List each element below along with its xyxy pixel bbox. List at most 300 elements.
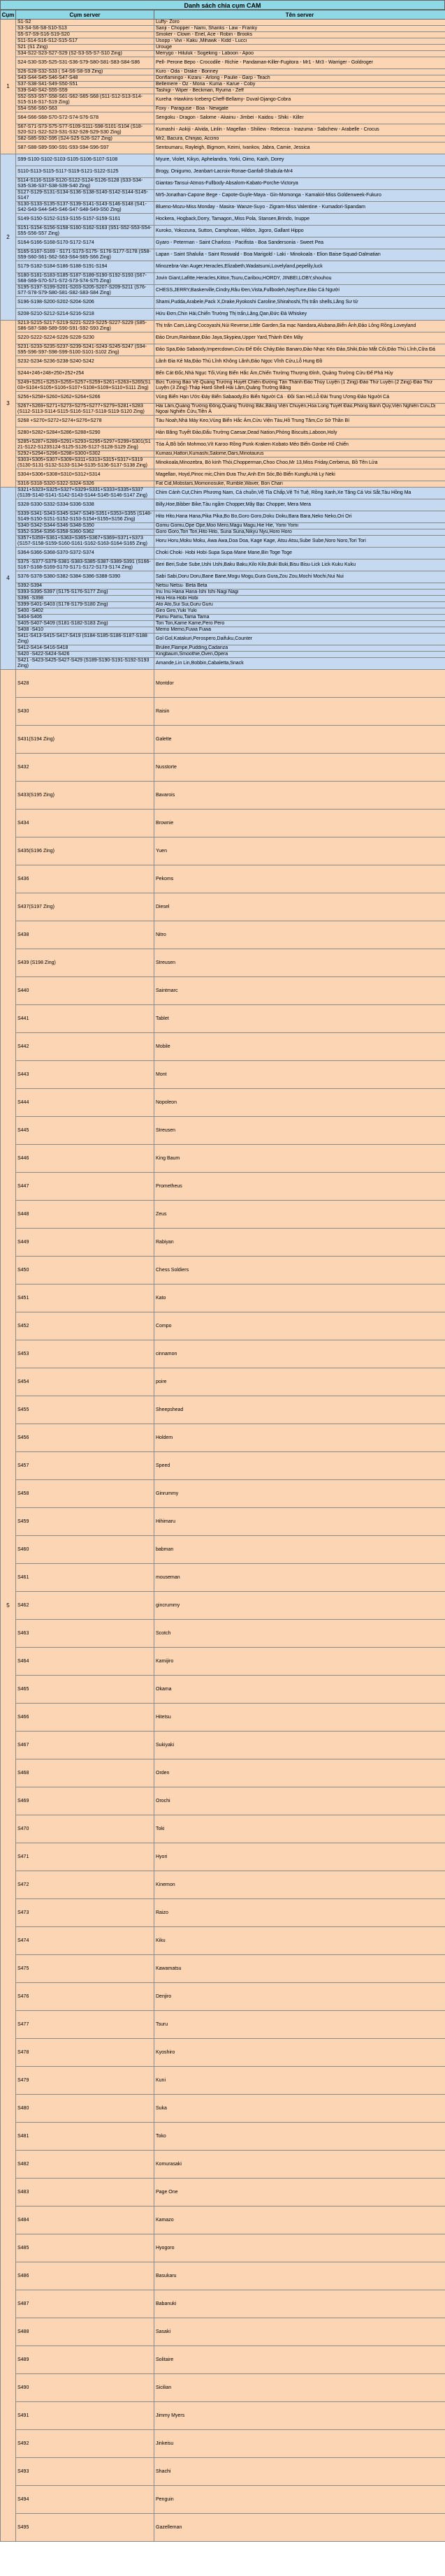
server-name-cell: Lapan - Saint Shalulia - Saint Roswald - Boa Marigold - Laki - Minokoala - Elion Baise-Squad-Dalmatian	[154, 249, 445, 261]
cluster-table	[0, 10, 445, 2542]
server-group-cell: S396 -S398	[16, 596, 154, 602]
server-group-cell: S489	[16, 2346, 154, 2374]
server-name-cell: Raisin	[154, 698, 445, 726]
table-row	[1, 1340, 445, 1368]
server-group-cell: S463	[16, 1620, 154, 1648]
table-row	[1, 571, 445, 583]
server-group-cell: S444	[16, 1089, 154, 1117]
server-group-cell: S292+S294+S296+S298+S300+S302	[16, 451, 154, 458]
server-group-cell: S480	[16, 2095, 154, 2123]
table-row	[1, 1704, 445, 1732]
server-group-cell: S352-S354-S356-S358-S360-S362	[16, 529, 154, 536]
table-row	[1, 249, 445, 261]
table-row	[1, 1480, 445, 1508]
server-group-cell: S458	[16, 1480, 154, 1508]
table-row	[1, 1648, 445, 1676]
server-name-cell: Ton Ton,Kame Kame,Pero Pero	[154, 621, 445, 627]
server-name-cell: Choki Choki· Hobi Hobi·Supa Supa·Mane Mane,Bin Toge Toge	[154, 548, 445, 559]
server-name-cell: Tsuru	[154, 2011, 445, 2039]
server-name-cell: Bellemere - Oz - Moria - Kuma - Karue - Coby	[154, 82, 445, 88]
table-row	[1, 439, 445, 451]
server-group-cell: S493	[16, 2458, 154, 2486]
server-group-cell: S438	[16, 921, 154, 949]
table-row	[1, 590, 445, 596]
server-group-cell: S404-S406	[16, 615, 154, 621]
server-name-cell: Scotch	[154, 1620, 445, 1648]
table-row	[1, 2346, 445, 2374]
table-row	[1, 1676, 445, 1704]
server-name-cell: Jovin Giant,Lafitte,Heracles,Kitton,Tsuru,Caribou,HORDY, JINBEI,LOBY,shouhou	[154, 273, 445, 285]
table-row	[1, 1871, 445, 1899]
server-name-cell: Kamazo	[154, 2207, 445, 2234]
table-row	[1, 427, 445, 439]
server-name-cell: Foxy - Paraguse - Boa - Newgate	[154, 106, 445, 112]
table-row	[1, 178, 445, 190]
server-group-cell: S478	[16, 2039, 154, 2067]
server-group-cell: S321+S323+S325+S327+S329+S331+S333+S335+S337 (S139-S140-S141-S142-S143-S144-S145-S146-S147 Zing)	[16, 488, 154, 499]
server-group-cell: S452	[16, 1312, 154, 1340]
server-name-cell: Đảo Drum,Rainbase,Đảo Jaya,Skypiea,Upper Yard,Thành Đèn Mây	[154, 332, 445, 344]
server-name-cell: Babanuki	[154, 2290, 445, 2318]
server-group-cell: S434	[16, 810, 154, 837]
table-row	[1, 559, 445, 571]
table-row	[1, 621, 445, 627]
table-row	[1, 154, 445, 166]
server-name-cell: Giantas-Tansui-Atmos-Fullbody-Absalom-Kabato-Porche-Victorya	[154, 178, 445, 190]
server-name-cell: Ato Ato,Sui Sui,Guru Guru	[154, 602, 445, 608]
table-row	[1, 32, 445, 38]
server-group-cell: S432	[16, 754, 154, 782]
server-group-cell: S421 -S423-S425-S427-S429 (S189-S190-S191-S192-S193 Zing)	[16, 658, 154, 670]
server-name-cell: Nusstorte	[154, 754, 445, 782]
server-group-cell: S256+S258+S260+S262+S264+S266	[16, 392, 154, 404]
server-name-cell: Prometheus	[154, 1173, 445, 1201]
server-group-cell: S428	[16, 670, 154, 698]
server-name-cell: Đảo Spa,Đảo Sabaody,Impercdown,Cửu Đế Đốc Chảy,Đảo Banaro,Đảo Nhạc Kéo Đảo,Shiki,Đảo Mắt Côi,Đảo Thủ Lĩnh,Cữa Đá	[154, 344, 445, 356]
server-name-cell: Sanji - Chopper - Nami, Shanks - Law - Franky	[154, 26, 445, 32]
server-group-cell: S471	[16, 1843, 154, 1871]
server-name-cell: Brogy, Onigumo, Jeanbart-Lacroix-Ronae-Ganfall-Shabula-Mr4	[154, 166, 445, 178]
server-name-cell: CHESS,JERRY,Baskerville,Cindry,Râu Đen,Vista,Fullbodeh,NepTune,Đảo Cá Người	[154, 285, 445, 297]
sheet-title: Danh sách chia cụm CAM	[0, 0, 445, 10]
cluster-id-cell: 2	[1, 154, 16, 321]
table-row	[1, 1843, 445, 1871]
server-name-cell: Montdor	[154, 670, 445, 698]
server-name-cell: Hàn Băng Tuyết Đảo,Đấu Trường Caesar,Dead Nation,Phòng Biscuits,Laboon,Holy	[154, 427, 445, 439]
table-row	[1, 2430, 445, 2458]
server-name-cell: Magellan, Hoyd,Pinoc mic,Chim Đưa Thư,Anh Em Sóc,Bò Biển Kungfu,Hà Ly Neki	[154, 469, 445, 481]
table-row	[1, 51, 445, 57]
server-group-cell: S487	[16, 2290, 154, 2318]
server-group-cell: S231-S233-S235-S237-S239-S241-S243-S245-S247 (S94-S95-S96-S97-S98-S99-S100-S101-S102 Zing)	[16, 344, 154, 356]
server-group-cell: S476	[16, 1983, 154, 2011]
cluster-id-cell: 3	[1, 321, 16, 488]
server-group-cell: S473	[16, 1899, 154, 1927]
table-row	[1, 368, 445, 380]
table-row	[1, 356, 445, 368]
server-name-cell: Brownie	[154, 810, 445, 837]
server-group-cell: S435(S196 Zing)	[16, 837, 154, 865]
server-name-cell: Page One	[154, 2179, 445, 2207]
server-name-cell: Kawamatsu	[154, 1955, 445, 1983]
server-group-cell: S443	[16, 1061, 154, 1089]
server-name-cell: Fat Cid,Mobstars,Momonosuke, Rumble,Waver, Bon Chari	[154, 481, 445, 488]
server-group-cell: S449	[16, 1229, 154, 1257]
server-group-cell: S484	[16, 2207, 154, 2234]
server-group-cell: S474	[16, 1927, 154, 1955]
server-name-cell: Lãnh Đia Kẻ Ma,Đảo Thủ Lĩnh Không Lãnh,Đảo Ngọc Vĩnh Cửu,Lỗ Hung Đồ	[154, 356, 445, 368]
server-name-cell: Jinkeisu	[154, 2430, 445, 2458]
server-group-cell: S470	[16, 1815, 154, 1843]
server-group-cell: S405-S407-S409 (S181-S182-S183 Zing)	[16, 621, 154, 627]
table-row	[1, 2179, 445, 2207]
table-row	[1, 615, 445, 621]
server-name-cell: Goro Goro,Tori Tori,Hito Hito, Suna Suna,Nikyu Nyu,Horo Horo	[154, 529, 445, 536]
table-row	[1, 285, 445, 297]
server-name-cell: Vùng Biển Hạn Ước·Đáy Biển Sabaody,Eo Biển Người Cá · Đồi San Hô,Lỗ Đài Trung Ương·Đảo Người Cá	[154, 392, 445, 404]
server-name-cell: Kuni	[154, 2067, 445, 2095]
server-name-cell: Sasaki	[154, 2318, 445, 2346]
table-row	[1, 1229, 445, 1257]
table-row	[1, 57, 445, 69]
server-group-cell: S442	[16, 1033, 154, 1061]
server-name-cell: Blueno-Mozu-Miss Monday - Masira- Wanze-Suyo - Zigram-Miss Valentine - Kumadori-Spandam	[154, 202, 445, 214]
server-name-cell: Kuroko, Yokozuna, Sutton, Camphoan, Hildon, Jigoro, Gallant Hippo	[154, 226, 445, 237]
table-row	[1, 2207, 445, 2234]
server-group-cell: S5-S7-S9-S16-S19-S20	[16, 32, 154, 38]
server-group-cell: S208-S210-S212-S214-S216-S218	[16, 309, 154, 321]
server-group-cell: S54-S56-S60-S63	[16, 106, 154, 112]
table-row	[1, 20, 445, 26]
header-row	[1, 10, 445, 20]
table-row	[1, 1815, 445, 1843]
table-row	[1, 273, 445, 285]
server-name-cell: Billy,Hoe,Bibber Bike,Tàu ngầm Chopper,Mây Bạc Chopper, Mera Mera	[154, 499, 445, 511]
table-row	[1, 136, 445, 142]
table-row	[1, 1257, 445, 1285]
server-group-cell: S280+S282+S284+S286+S288+S290	[16, 427, 154, 439]
table-row	[1, 26, 445, 32]
table-row	[1, 1508, 445, 1536]
server-group-cell: S357+S359+S361+S363+S365+S367+S369+S371+S373 (S157-S158-S159-S160-S161-S162-S163-S164-S165 Zing)	[16, 536, 154, 548]
server-group-cell: S339-S341-S343-S345-S347-S349-S351+S353+S355 (S148-S149-S150-S151-S152-S153-S154+S155+S156 Zing)	[16, 511, 154, 523]
server-name-cell: Tàu Noah,Nhà Máy Keo,Vùng Biển Hắc Ám,Cửu Viện Tàu,Hồ Trung Tâm,Cơ Sở Thần Bí	[154, 416, 445, 427]
table-row	[1, 2318, 445, 2346]
server-group-cell: S244+246+248+250+252+254	[16, 368, 154, 380]
server-name-cell: Merrygo - Hiluluk - Sogeking - Laboon - Apoo	[154, 51, 445, 57]
server-name-cell: Giro Giro,Yuki Yuki	[154, 608, 445, 615]
server-group-cell: S87-S88-S89-S90-S91-S93-S94-S96-S97	[16, 142, 154, 154]
server-name-cell: Mont	[154, 1061, 445, 1089]
server-name-cell: Pell- Perone Bepo - Crocodile - Richie - Pandaman-Killer-Fugitora - Mr1 - Mr3 - Warriger - Goldroger	[154, 57, 445, 69]
server-name-cell: Hockera, Hogback,Dorry, Tamagon,,Miss Pola, Stansen,Brindo, Inuppe	[154, 214, 445, 226]
server-group-cell: S393-S395-S397 (S175-S176-S177 Zing)	[16, 590, 154, 596]
table-row	[1, 2234, 445, 2262]
table-row	[1, 124, 445, 136]
server-group-cell: S408 -S410	[16, 627, 154, 634]
table-row	[1, 1452, 445, 1480]
server-name-cell: Pamu Pamu,Tama Tama	[154, 615, 445, 621]
server-name-cell: Urouge	[154, 45, 445, 51]
table-row	[1, 481, 445, 488]
server-name-cell: Tablet	[154, 1005, 445, 1033]
server-name-cell: Chim Cánh Cụt,Chim Phương Nam, Cá chuồn,Vệ Tỉa Chấp,Vệ Tri Tuệ, Rồng Xanh,Xe Tăng Cá Voi Sắt,Tàu Hồng Ma	[154, 488, 445, 499]
server-group-cell: S430	[16, 698, 154, 726]
server-name-cell: Orden	[154, 1759, 445, 1787]
server-name-cell: gincrummy	[154, 1592, 445, 1620]
server-group-cell: S34-S22-S23-S27-S29 (S2-S3-S5-S7-S10 Zing)	[16, 51, 154, 57]
table-row	[1, 652, 445, 658]
server-group-cell: S180-S181-S183-S185-S187-S189-S190-S192-S193 (S67-S68-S69-S70-S71-S72-S73-S74-S75 Zing)	[16, 273, 154, 285]
server-group-cell: S304+S306+S308+S310+S312+S314	[16, 469, 154, 481]
server-group-cell: S316-S318-S320-S322-S324-S326	[16, 481, 154, 488]
table-row	[1, 2011, 445, 2039]
server-name-cell: Kyoshiro	[154, 2039, 445, 2067]
server-group-cell: S21 (S1 Zing)	[16, 45, 154, 51]
server-group-cell: S475	[16, 1955, 154, 1983]
table-row	[1, 658, 445, 670]
server-group-cell: S453	[16, 1340, 154, 1368]
server-name-cell: Memo Memo,Fuwa Fuwa	[154, 627, 445, 634]
server-group-cell: S437(S197 Zing)	[16, 893, 154, 921]
server-group-cell: S494	[16, 2486, 154, 2514]
table-row	[1, 499, 445, 511]
server-group-cell: S399-S401-S403 (S178-S179-S180 Zing)	[16, 602, 154, 608]
table-row	[1, 1983, 445, 2011]
server-name-cell: Luffy- Zoro	[154, 20, 445, 26]
server-group-cell: S448	[16, 1201, 154, 1229]
server-name-cell: Bức Tường Bảo Vệ·Quảng Trường Huyết Chiến·Đường Tấn Thành Đảo Thủy Luyện (1 Zing)·Đảo Thử Luyện (2 Zing)·Đảo Thử Luyện (3 Zing)·Tháp Hard·Shell·Hải Lâm,Quảng Trường Băng	[154, 380, 445, 392]
table-row	[1, 1564, 445, 1592]
server-group-cell: S492	[16, 2430, 154, 2458]
server-name-cell: Kamijiro	[154, 1648, 445, 1676]
server-name-cell: Zeus	[154, 1201, 445, 1229]
server-group-cell: S179-S182-S184-S186-S188-S191-S194	[16, 261, 154, 273]
server-name-cell: Streusen	[154, 1117, 445, 1145]
table-row	[1, 1620, 445, 1648]
server-name-cell: Saintmarc	[154, 977, 445, 1005]
table-row	[1, 1368, 445, 1396]
server-name-cell: Hira Hira·Hobi Hobi	[154, 596, 445, 602]
server-group-cell: S420 -S422-S424-S426	[16, 652, 154, 658]
server-name-cell: Hứu Đơn,Chin Hài,Chiến Trường Thị trấn,Lăng,Qan,Đức Đà Whiskey	[154, 309, 445, 321]
table-row	[1, 2514, 445, 2542]
server-group-cell: S213-S215-S217-S219-S221-S223-S225-S227-S229 (S85-S86-S87-S88-S89-S90-S91-S92-S93 Zing)	[16, 321, 154, 332]
server-name-cell: Sukiyaki	[154, 1732, 445, 1759]
table-row	[1, 321, 445, 332]
table-row	[1, 88, 445, 94]
server-group-cell: S196-S198-S200-S202-S204-S206	[16, 297, 154, 309]
table-row	[1, 82, 445, 88]
server-group-cell: S43-S44-S45-S46-S47-S48	[16, 75, 154, 82]
server-name-cell: Kumasi,Hattori,Kumashi,Salome,Oars,Minotaurus	[154, 451, 445, 458]
server-name-cell: Denjiro	[154, 1983, 445, 2011]
server-group-cell: S400 -S402	[16, 608, 154, 615]
server-group-cell: S232-S234-S236-S238-S240-S242	[16, 356, 154, 368]
table-row	[1, 106, 445, 112]
table-row	[1, 602, 445, 608]
table-row	[1, 529, 445, 536]
table-row	[1, 698, 445, 726]
table-row	[1, 2095, 445, 2123]
table-row	[1, 670, 445, 698]
table-row	[1, 754, 445, 782]
server-name-cell: Komurasaki	[154, 2151, 445, 2179]
table-row	[1, 1927, 445, 1955]
server-group-cell: S482	[16, 2151, 154, 2179]
server-name-cell: Hyogoro	[154, 2234, 445, 2262]
header-cluster: Cụm	[1, 10, 16, 20]
server-name-cell: Compo	[154, 1312, 445, 1340]
server-name-cell: Gazelleman	[154, 2514, 445, 2542]
table-row	[1, 2290, 445, 2318]
table-row	[1, 536, 445, 548]
server-group-cell: S460	[16, 1536, 154, 1564]
server-group-cell: S477	[16, 2011, 154, 2039]
table-row	[1, 142, 445, 154]
server-group-cell: S490	[16, 2374, 154, 2402]
server-name-cell: Jimmy Myers	[154, 2402, 445, 2430]
server-name-cell: Beri Beri,Sube Sube,Ushi Ushi,Baku Baku,Kilo Kilo,Buki Buki,Bisu Bisu·Lick Lick·Kuku Kuku	[154, 559, 445, 571]
server-group-cell: S220-S222-S224-S226-S228-S230	[16, 332, 154, 344]
table-row	[1, 893, 445, 921]
table-row	[1, 190, 445, 202]
server-name-cell: poire	[154, 1368, 445, 1396]
server-name-cell: Nopoleon	[154, 1089, 445, 1117]
table-row	[1, 226, 445, 237]
server-name-cell: Tòa Ả,Bồ bốn Mohmoo,Vít Karoo·Rồng Punk·Kraken·Kobato·Mẻo Biển·Gonbe·Hổ Chiến	[154, 439, 445, 451]
table-row	[1, 1396, 445, 1424]
server-name-cell: Sabi Sabi,Doru Doru,Bane Bane,Mogu Mogu,Gura Gura,Zou Zou,Mochi Mochi,Nui Nui	[154, 571, 445, 583]
table-row	[1, 75, 445, 82]
server-group-cell: S24-S30-S35-S25-S31-S36-S79-S80-S81-S83-S84-S86	[16, 57, 154, 69]
server-name-cell: Raizo	[154, 1899, 445, 1927]
table-row	[1, 1201, 445, 1229]
server-name-cell: babman	[154, 1536, 445, 1564]
table-body	[1, 20, 445, 2542]
server-group-cell: S114-S116-S118-S120-S122-S124-S126-S128 (S33-S34-S35-S36-S37-S38-S39-S40 Zing)	[16, 178, 154, 190]
table-row	[1, 69, 445, 75]
server-name-cell: Myure, Violet, Kikyo, Aphelandra, Yorki, Oimo, Kaoh, Dorey	[154, 154, 445, 166]
server-group-cell: S392-S394	[16, 583, 154, 590]
server-group-cell: S450	[16, 1257, 154, 1285]
server-group-cell: S445	[16, 1117, 154, 1145]
server-group-cell: S340-S342-S344-S346-S348-S350	[16, 523, 154, 529]
server-name-cell: Sengoku - Dragon - Salome - Akainu - Jimbei - Kaidou - Shiki - Killer	[154, 112, 445, 124]
table-row	[1, 488, 445, 499]
table-row	[1, 1536, 445, 1564]
server-group-cell: S3-S4-S6-S8-S10-S13	[16, 26, 154, 32]
server-group-cell: S303+S305+S307+S309+S311+S313+S315+S317+S319 (S130-S131-S132-S133-S134-S135-S136-S137-S138 Zing)	[16, 458, 154, 469]
server-name-cell: Solitaire	[154, 2346, 445, 2374]
table-row	[1, 1145, 445, 1173]
table-row	[1, 865, 445, 893]
header-server-name: Tên server	[154, 10, 445, 20]
table-row	[1, 596, 445, 602]
table-row	[1, 608, 445, 615]
server-name-cell: Brulee,Flampe,Pudding,Cadanza	[154, 645, 445, 652]
server-group-cell: S486	[16, 2262, 154, 2290]
server-group-cell: S165-S167-S169 - S171-S173-S175- S176-S177-S178 (S58-S59-S60-S61-S62-S63-S64-S65-S66 Zing)	[16, 249, 154, 261]
server-name-cell: Kureha -Hawkins-Iceberg-Cheff-Bellamy- Duval-Django-Cobra	[154, 94, 445, 106]
server-name-cell: Gol Gol,Katakuri,Perospero,Daifuku,Counter	[154, 634, 445, 645]
server-group-cell: S67-S71-S73-S75-S77-S109-S111-S98-S101-S104 (S18-S20-S21-S22-S23-S31-S32-S28-S29-S30 Zing)	[16, 124, 154, 136]
table-row	[1, 309, 445, 321]
header-server-group: Cụm server	[16, 10, 154, 20]
server-group-cell: S469	[16, 1787, 154, 1815]
server-name-cell: Hito Hito,Hana Hana,Pika Pika,Bo Bo,Goro Goro,Doku Doku,Bara Bara,Neko Neko,Ori Ori	[154, 511, 445, 523]
table-row	[1, 94, 445, 106]
server-group-cell: S26-S28-S32-S33 ( S4-S6-S8-S9 Zing)	[16, 69, 154, 75]
server-name-cell: Streusen	[154, 949, 445, 977]
server-group-cell: S466	[16, 1704, 154, 1732]
server-name-cell: Smoker - Clown - Enel, Ace - Robin - Brooks	[154, 32, 445, 38]
server-group-cell: S110-S113-S115-S117-S119-S121-S122-S125	[16, 166, 154, 178]
server-group-cell: S268 +S270+S272+S274+S276+S278	[16, 416, 154, 427]
server-name-cell: Pekoms	[154, 865, 445, 893]
table-row	[1, 451, 445, 458]
server-name-cell: Minozebra-Van Auger,Heracles,Elizabeth,Wadatsumi,Lovelyland,pepelily,luck	[154, 261, 445, 273]
server-name-cell: Mr2, Bacura, Chinjao, Accino	[154, 136, 445, 142]
server-group-cell: S468	[16, 1759, 154, 1787]
table-row	[1, 2458, 445, 2486]
server-name-cell: mouseman	[154, 1564, 445, 1592]
server-name-cell: Tashigi - Wiper - Beckman, Ryuma - Zeff	[154, 88, 445, 94]
server-name-cell: Kuro - Oda - Drake - Bonney	[154, 69, 445, 75]
server-name-cell: Penguin	[154, 2486, 445, 2514]
server-group-cell: S99-S100-S102-S103-S105-S106-S107-S108	[16, 154, 154, 166]
table-row	[1, 344, 445, 356]
server-name-cell: Kumashi - Aokiji - Alvida, Linlin - Magellan - Shiliew - Rebecca - Inazuma - Sabchew - Arabelle - Crocus	[154, 124, 445, 136]
server-name-cell: Yuen	[154, 837, 445, 865]
table-row	[1, 332, 445, 344]
server-group-cell: S447	[16, 1173, 154, 1201]
server-name-cell: Donflamingo - Kizaru - Arlong - Paulie - Garp - Teach	[154, 75, 445, 82]
table-row	[1, 469, 445, 481]
server-group-cell: S462	[16, 1592, 154, 1620]
server-name-cell: Gyaro - Peterman - Saint Charloss - Pacifista - Boa Sandersonia - Sweet Pea	[154, 237, 445, 249]
server-name-cell: Bến Cát Đốc,Nhà Ngục Tối,Vùng Biển Hắc Ám,Chiến Trường Thượng Đỉnh, Quảng Trường Cửu Đế Phá Hủy	[154, 368, 445, 380]
server-group-cell: S431(S194 Zing)	[16, 726, 154, 754]
table-row	[1, 949, 445, 977]
server-name-cell: Hitetsu	[154, 1704, 445, 1732]
server-name-cell: Hyori	[154, 1843, 445, 1871]
table-row	[1, 782, 445, 810]
server-group-cell: S441	[16, 1005, 154, 1033]
table-row	[1, 2402, 445, 2430]
server-group-cell: S485	[16, 2234, 154, 2262]
server-group-cell: S285+S287+S289+S291+S293+S295+S297+S299+S301(S121-S122-S123S124-S125-S126-S127-S128-S129 Zing)	[16, 439, 154, 451]
server-name-cell: Netsu Netsu· Beta Beta	[154, 583, 445, 590]
server-group-cell: S375 -S377-S379-S381-S383-S385-S387-S389-S391 (S166-S167-S168-S169-S170-S171-S172-S173-S174 Zing)	[16, 559, 154, 571]
server-name-cell: Bavarois	[154, 782, 445, 810]
server-group-cell: S446	[16, 1145, 154, 1173]
table-row	[1, 1759, 445, 1787]
table-row	[1, 2039, 445, 2067]
server-group-cell: S411-S413-S415-S417-S419 (S184-S185-S186-S187-S188 Zing)	[16, 634, 154, 645]
server-group-cell: S464	[16, 1648, 154, 1676]
table-row	[1, 634, 445, 645]
server-group-cell: S436	[16, 865, 154, 893]
table-row	[1, 1955, 445, 1983]
table-row	[1, 1424, 445, 1452]
server-group-cell: S483	[16, 2179, 154, 2207]
server-group-cell: S479	[16, 2067, 154, 2095]
server-name-cell: Mobile	[154, 1033, 445, 1061]
table-row	[1, 1732, 445, 1759]
server-name-cell: Chess Soldiers	[154, 1257, 445, 1285]
table-row	[1, 583, 445, 590]
